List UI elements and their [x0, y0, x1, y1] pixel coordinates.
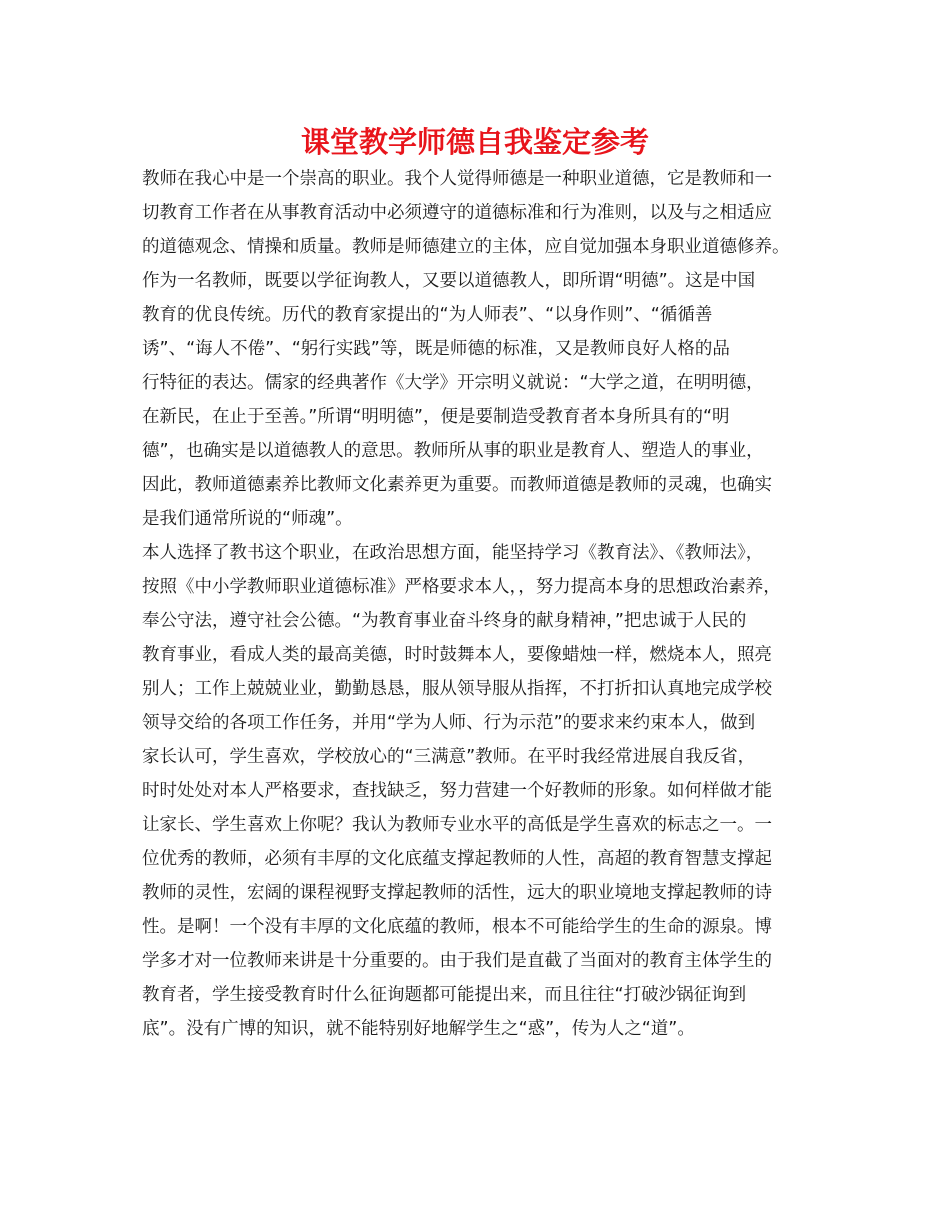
document-title: 课堂教学师德自我鉴定参考: [300, 125, 649, 159]
body-line: 本人选择了教书这个职业，在政治思想方面，能坚持学习《教育法》、《教师法》，: [142, 543, 764, 563]
body-line: 领导交给的各项工作任务，并用“学为人师、行为示范”的要求来约束本人，做到: [142, 713, 756, 733]
body-line: 教师的灵性，宏阔的课程视野支撑起教师的活性，远大的职业境地支撑起教师的诗: [142, 883, 772, 903]
body-line: 学多才对一位教师来讲是十分重要的。由于我们是直截了当面对的教育主体学生的: [142, 951, 772, 971]
body-line: 在新民，在止于至善。”所谓“明明德”，便是要制造受教育者本身所具有的“明: [142, 407, 730, 427]
body-line: 教育的优良传统。历代的教育家提出的“为人师表”、“以身作则”、“循循善: [142, 305, 713, 325]
body-line: 底”。没有广博的知识，就不能特别好地解学生之“惑”，传为人之“道”。: [142, 1019, 695, 1039]
body-line: 作为一名教师，既要以学征询教人，又要以道德教人，即所谓“明德”。这是中国: [142, 271, 756, 291]
body-line: 别人；工作上兢兢业业，勤勤恳恳，服从领导服从指挥，不打折扣认真地完成学校: [142, 679, 772, 699]
body-line: 是我们通常所说的“师魂”。: [142, 509, 353, 529]
body-line: 家长认可，学生喜欢，学校放心的“三满意”教师。在平时我经常进展自我反省，: [142, 747, 756, 767]
body-line: 行特征的表达。儒家的经典著作《大学》开宗明义就说：“大学之道，在明明德，: [142, 373, 764, 393]
body-line: 因此，教师道德素养比教师文化素养更为重要。而教师道德是教师的灵魂，也确实: [142, 475, 772, 495]
document-body: [142, 162, 822, 1046]
body-line: 教育者，学生接受教育时什么征询题都可能提出来，而且往往“打破沙锅征询到: [142, 985, 747, 1005]
body-line: 教师在我心中是一个崇高的职业。我个人觉得师德是一种职业道德，它是教师和一: [142, 169, 772, 189]
body-line: 让家长、学生喜欢上你呢？我认为教师专业水平的高低是学生喜欢的标志之一。一: [142, 815, 772, 835]
body-line: 德”，也确实是以道德教人的意思。教师所从事的职业是教育人、塑造人的事业，: [142, 441, 764, 461]
body-line: 性。是啊！一个没有丰厚的文化底蕴的教师，根本不可能给学生的生命的源泉。博: [142, 917, 772, 937]
body-line: 诱”、“诲人不倦”、“躬行实践”等，既是师德的标准，又是教师良好人格的品: [142, 339, 730, 359]
body-line: 按照《中小学教师职业道德标准》严格要求本人，，努力提高本身的思想政治素养，: [142, 577, 781, 597]
body-line: 奉公守法，遵守社会公德。“为教育事业奋斗终身的献身精神，”把忠诚于人民的: [142, 611, 747, 631]
body-line: 的道德观念、情操和质量。教师是师德建立的主体，应自觉加强本身职业道德修养。: [142, 237, 790, 257]
body-line: 时时处处对本人严格要求，查找缺乏，努力营建一个好教师的形象。如何样做才能: [142, 781, 772, 801]
body-line: 切教育工作者在从事教育活动中必须遵守的道德标准和行为准则，以及与之相适应: [142, 203, 772, 223]
body-line: 位优秀的教师，必须有丰厚的文化底蕴支撑起教师的人性，高超的教育智慧支撑起: [142, 849, 772, 869]
body-line: 教育事业，看成人类的最高美德，时时鼓舞本人，要像蜡烛一样，燃烧本人，照亮: [142, 645, 772, 665]
